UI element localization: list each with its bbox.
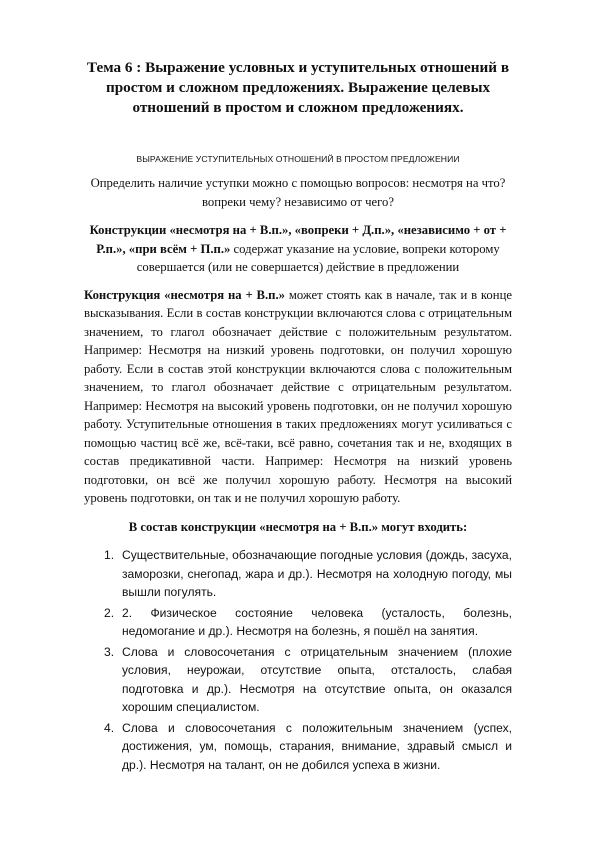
list-item: [84, 546, 512, 602]
document-title: Тема 6 : Выражение условных и уступительных отношений в простом и сложном предложениях. Выражение целевых отношений в простом и сложном предложениях.: [86, 59, 510, 116]
document-page: [84, 58, 512, 776]
constructions-paragraph: [84, 221, 512, 277]
list-item: [84, 604, 512, 641]
list-heading: В состав конструкции «несмотря на + В.п.» могут входить:: [128, 519, 468, 534]
section-subheading: ВЫРАЖЕНИЕ УСТУПИТЕЛЬНЫХ ОТНОШЕНИЙ В ПРОСТОМ ПРЕДЛОЖЕНИИ: [136, 154, 460, 164]
main-paragraph-bold: Конструкция «несмотря на + В.п.»: [84, 287, 286, 302]
constructions-bold: Конструкции «несмотря на + В.п.», «вопреки + Д.п.», «независимо + от + Р.п.», «при всём + П.п.»: [89, 223, 507, 256]
list-item-text: 2. Физическое состояние человека (усталость, болезнь, недомогание и др.). Несмотря на болезнь, я пошёл на занятия.: [122, 605, 512, 638]
intro-paragraph: Определить наличие уступки можно с помощью вопросов: несмотря на что? вопреки чему? независимо от чего?: [90, 176, 506, 209]
list-item-text: Слова и словосочетания с положительным значением (успех, достижения, ум, помощь, старания, внимание, здравый смысл и др.). Несмотря на талант, он не добился успеха в жизни.: [122, 720, 512, 772]
list-item-number: 3.: [104, 644, 115, 659]
list-item-text: Слова и словосочетания с отрицательным значением (плохие условия, неурожаи, отсутствие опыта, отсталость, слабая подготовка и др.). Несмотря на отсутствие опыта, он оказался хорошим специалистом.: [122, 644, 512, 714]
list-item-number: 2.: [104, 605, 115, 620]
list-item-text: Существительные, обозначающие погодные условия (дождь, засуха, заморозки, снегопад, жара и др.). Несмотря на холодную погоду, мы вышли погулять.: [122, 548, 512, 599]
list-item: [84, 643, 512, 717]
list-item: [84, 719, 512, 775]
list-item-number: 1.: [104, 548, 115, 562]
numbered-list: [84, 546, 512, 774]
list-item-number: 4.: [104, 720, 115, 735]
main-paragraph-text: может стоять как в начале, так и в конце высказывания. Если в состав конструкции включаются слова с отрицательным значением, то глагол обозначает действие с положительным результатом. Например: Несмотря на низкий уровень подготовки, он получил хорошую работу. Если в состав этой конструкции включаются слова с положительным значением, то глагол обозначает действие с отрицательным результатом. Например: Несмотря на высокий уровень подготовки, он не получил хорошую работу. Уступительные отношения в таких предложениях могут усиливаться с помощью частиц всё же, всё-таки, всё равно, сочетания так и не, входящих в состав предикативной части. Например: Несмотря на низкий уровень подготовки, он всё же получил хорошую работу. Несмотря на высокий уровень подготовки, он так и не получил хорошую работу.: [84, 287, 512, 505]
constructions-text: содержат указание на условие, вопреки которому совершается (или не совершается) действие в предложении: [136, 241, 500, 274]
main-paragraph: [84, 286, 512, 508]
